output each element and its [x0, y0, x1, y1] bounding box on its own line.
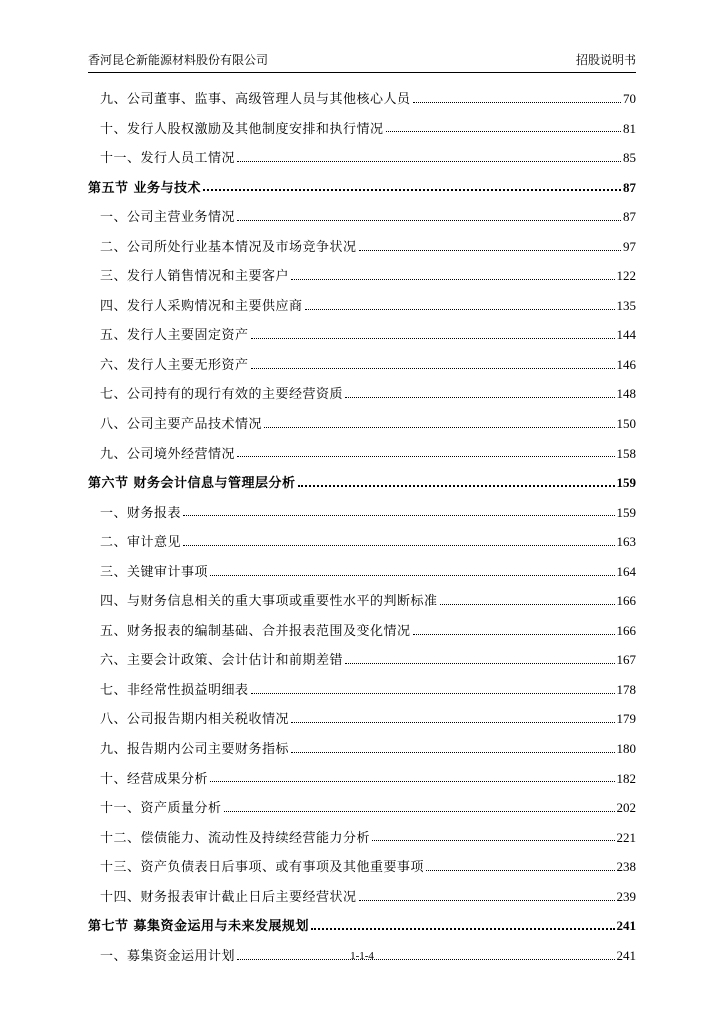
- toc-dot-leader: [251, 683, 615, 697]
- toc-dot-leader: [372, 830, 614, 844]
- toc-entry-page: 81: [623, 120, 636, 136]
- toc-section-entry[interactable]: [88, 468, 636, 498]
- toc-entry-page: 70: [623, 91, 636, 106]
- toc-entry[interactable]: [88, 232, 636, 262]
- toc-entry-label: 八、公司主要产品技术情况: [100, 417, 263, 433]
- toc-entry-label: 六、发行人主要无形资产: [100, 357, 249, 373]
- toc-entry[interactable]: [88, 291, 636, 321]
- toc-entry[interactable]: [88, 84, 636, 114]
- toc-dot-leader: [291, 269, 614, 283]
- toc-entry-page: 87: [623, 179, 636, 195]
- toc-dot-leader: [210, 771, 614, 785]
- toc-entry-page: 146: [616, 356, 636, 372]
- toc-entry-label: 五、财务报表的编制基础、合并报表范围及变化情况: [100, 623, 411, 639]
- toc-entry[interactable]: [88, 143, 636, 173]
- toc-entry-label: 第七节 募集资金运用与未来发展规划: [88, 919, 310, 935]
- toc-entry-label: 七、非经常性损益明细表: [100, 682, 249, 698]
- company-name: 香河昆仑新能源材料股份有限公司: [88, 53, 269, 67]
- toc-entry[interactable]: [88, 764, 636, 794]
- toc-entry-page: 163: [616, 534, 636, 550]
- toc-entry-label: 第五节 业务与技术: [88, 180, 202, 196]
- toc-dot-leader: [413, 624, 615, 638]
- toc-entry-label: 十四、财务报表审计截止日后主要经营状况: [100, 889, 357, 905]
- toc-entry-label: 四、发行人采购情况和主要供应商: [100, 298, 303, 314]
- toc-entry-page: 87: [623, 209, 636, 225]
- toc-section-entry[interactable]: [88, 911, 636, 941]
- toc-dot-leader: [386, 121, 621, 135]
- toc-entry[interactable]: [88, 645, 636, 675]
- toc-dot-leader: [345, 387, 614, 401]
- toc-dot-leader: [224, 801, 615, 815]
- page-header: [88, 48, 636, 72]
- toc-dot-leader: [291, 712, 614, 726]
- toc-dot-leader: [291, 742, 614, 756]
- toc-entry[interactable]: [88, 852, 636, 882]
- toc-dot-leader: [440, 594, 615, 608]
- toc-entry-label: 十二、偿债能力、流动性及持续经营能力分析: [100, 830, 371, 846]
- toc-entry[interactable]: [88, 586, 636, 616]
- toc-dot-leader: [210, 565, 614, 579]
- toc-entry-label: 七、公司持有的现行有效的主要经营资质: [100, 387, 344, 403]
- toc-entry[interactable]: [88, 498, 636, 528]
- toc-entry-label: 九、公司董事、监事、高级管理人员与其他核心人员: [100, 92, 411, 107]
- toc-entry-page: 150: [616, 416, 636, 432]
- toc-dot-leader: [359, 890, 615, 904]
- toc-entry-page: 159: [616, 475, 636, 491]
- toc-entry-label: 二、审计意见: [100, 535, 182, 551]
- toc-entry[interactable]: [88, 202, 636, 232]
- toc-entry-label: 十三、资产负债表日后事项、或有事项及其他重要事项: [100, 860, 425, 876]
- toc-entry[interactable]: [88, 734, 636, 764]
- toc-entry-page: 144: [616, 327, 636, 343]
- toc-dot-leader: [183, 535, 614, 549]
- toc-dot-leader: [298, 476, 615, 490]
- toc-entry-label: 一、募集资金运用计划: [100, 948, 236, 964]
- toc-entry-page: 182: [616, 770, 636, 786]
- toc-entry-label: 三、关键审计事项: [100, 564, 209, 580]
- toc-entry-label: 九、公司境外经营情况: [100, 446, 236, 462]
- toc-section-entry[interactable]: [88, 173, 636, 203]
- toc-entry[interactable]: [88, 616, 636, 646]
- toc-entry-label: 十一、资产质量分析: [100, 801, 222, 817]
- toc-entry[interactable]: [88, 704, 636, 734]
- toc-entry[interactable]: [88, 409, 636, 439]
- toc-entry-page: 167: [616, 652, 636, 668]
- toc-dot-leader: [251, 328, 615, 342]
- toc-entry-page: 178: [616, 681, 636, 697]
- toc-entry-page: 202: [616, 800, 636, 816]
- header-divider: [88, 72, 636, 73]
- toc-dot-leader: [413, 92, 621, 106]
- toc-dot-leader: [237, 446, 614, 460]
- toc-dot-leader: [305, 299, 615, 313]
- toc-entry-page: 122: [616, 268, 636, 284]
- document-type: 招股说明书: [575, 53, 636, 67]
- table-of-contents: [88, 84, 636, 970]
- toc-dot-leader: [359, 240, 621, 254]
- toc-entry-page: 241: [616, 918, 636, 934]
- toc-entry-label: 三、发行人销售情况和主要客户: [100, 269, 290, 285]
- toc-entry-page: 158: [616, 445, 636, 461]
- toc-entry-label: 第六节 财务会计信息与管理层分析: [88, 476, 296, 492]
- toc-entry-label: 四、与财务信息相关的重大事项或重要性水平的判断标准: [100, 594, 438, 610]
- toc-dot-leader: [345, 653, 614, 667]
- toc-entry-page: 85: [623, 150, 636, 166]
- toc-entry-label: 二、公司所处行业基本情况及市场竞争状况: [100, 239, 357, 255]
- toc-entry-page: 179: [616, 711, 636, 727]
- toc-entry-page: 238: [616, 859, 636, 875]
- toc-entry-page: 180: [616, 741, 636, 757]
- toc-entry[interactable]: [88, 379, 636, 409]
- toc-dot-leader: [183, 505, 614, 519]
- toc-entry-page: 239: [616, 888, 636, 904]
- toc-entry-page: 164: [616, 563, 636, 579]
- toc-entry-label: 九、报告期内公司主要财务指标: [100, 742, 290, 758]
- toc-entry-page: 135: [616, 297, 636, 313]
- toc-entry[interactable]: [88, 527, 636, 557]
- toc-dot-leader: [311, 919, 614, 933]
- toc-entry-label: 十、经营成果分析: [100, 771, 209, 787]
- toc-entry-label: 一、财务报表: [100, 505, 182, 521]
- toc-dot-leader: [426, 860, 614, 874]
- toc-entry[interactable]: [88, 823, 636, 853]
- toc-dot-leader: [237, 151, 621, 165]
- toc-entry-page: 221: [616, 829, 636, 845]
- toc-entry-label: 五、发行人主要固定资产: [100, 328, 249, 344]
- toc-entry-page: 166: [616, 593, 636, 609]
- toc-entry[interactable]: [88, 557, 636, 587]
- toc-entry-label: 十一、发行人员工情况: [100, 151, 236, 167]
- toc-entry[interactable]: [88, 882, 636, 912]
- toc-entry[interactable]: [88, 439, 636, 469]
- toc-entry[interactable]: [88, 261, 636, 291]
- toc-entry[interactable]: [88, 350, 636, 380]
- toc-entry-page: 97: [623, 238, 636, 254]
- toc-entry[interactable]: [88, 114, 636, 144]
- toc-dot-leader: [203, 180, 621, 194]
- toc-entry-label: 一、公司主营业务情况: [100, 210, 236, 226]
- toc-entry-page: 148: [616, 386, 636, 402]
- toc-dot-leader: [251, 358, 615, 372]
- toc-entry[interactable]: [88, 320, 636, 350]
- toc-entry[interactable]: [88, 675, 636, 705]
- toc-entry[interactable]: [88, 793, 636, 823]
- page-number: 1-1-4: [350, 950, 374, 962]
- toc-entry-label: 十、发行人股权激励及其他制度安排和执行情况: [100, 121, 384, 137]
- toc-entry-page: 166: [616, 622, 636, 638]
- toc-entry-label: 六、主要会计政策、会计估计和前期差错: [100, 653, 344, 669]
- toc-dot-leader: [264, 417, 614, 431]
- toc-dot-leader: [237, 210, 621, 224]
- toc-entry-label: 八、公司报告期内相关税收情况: [100, 712, 290, 728]
- toc-entry-page: 241: [616, 947, 636, 963]
- toc-entry-page: 159: [616, 504, 636, 520]
